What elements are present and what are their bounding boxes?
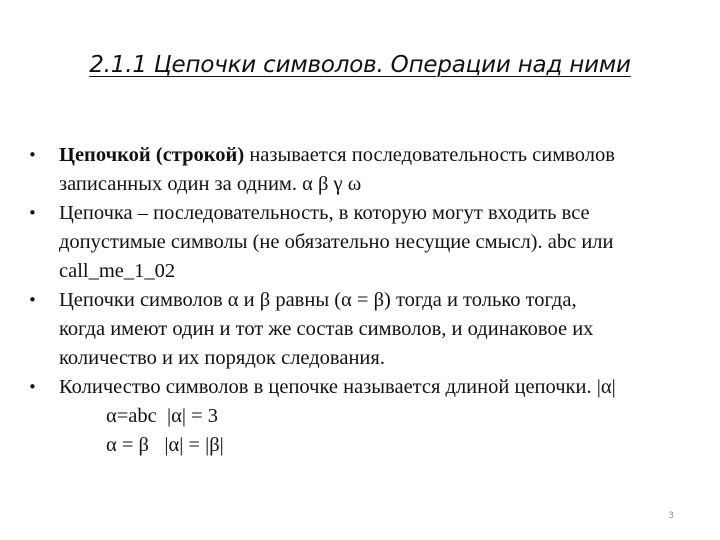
item-text-line2: допустимые символы (не обязательно несущие смысл). abc или	[59, 231, 614, 253]
bullet-icon: •	[28, 204, 37, 222]
bullet-icon: •	[28, 146, 37, 164]
definition-text-line2: записанных один за одним. α β γ ω	[59, 173, 362, 195]
item-text-line1: Цепочки символов α и β равны (α = β) тогда и только тогда,	[59, 289, 577, 311]
slide-title: 2.1.1 Цепочки символов. Операции над ними	[89, 52, 631, 78]
formula-equality-example: α = β |α| = |β|	[106, 434, 224, 456]
bullet-icon: •	[28, 291, 37, 309]
item-text-line1: Количество символов в цепочке называется длиной цепочки. |α|	[59, 376, 616, 398]
bullet-item-string-definition	[28, 141, 698, 199]
term-string: Цепочкой (строкой)	[59, 144, 245, 166]
item-text-line1: Цепочка – последовательность, в которую могут входить все	[59, 202, 590, 224]
formula-length-example: α=abc |α| = 3	[106, 405, 219, 427]
item-text-line2: когда имеют один и тот же состав символов, и одинаковое их	[59, 318, 594, 340]
item-text-line3: количество и их порядок следования.	[59, 347, 385, 369]
page-number: 3	[668, 511, 674, 521]
item-text-line3: call_me_1_02	[59, 260, 176, 282]
bullet-item-chain-symbols	[28, 199, 698, 286]
definition-text: называется последовательность символов	[244, 144, 615, 166]
bullet-icon: •	[28, 378, 37, 396]
slide-body	[28, 141, 698, 460]
bullet-item-chain-equality	[28, 286, 698, 373]
bullet-item-chain-length	[28, 373, 698, 402]
